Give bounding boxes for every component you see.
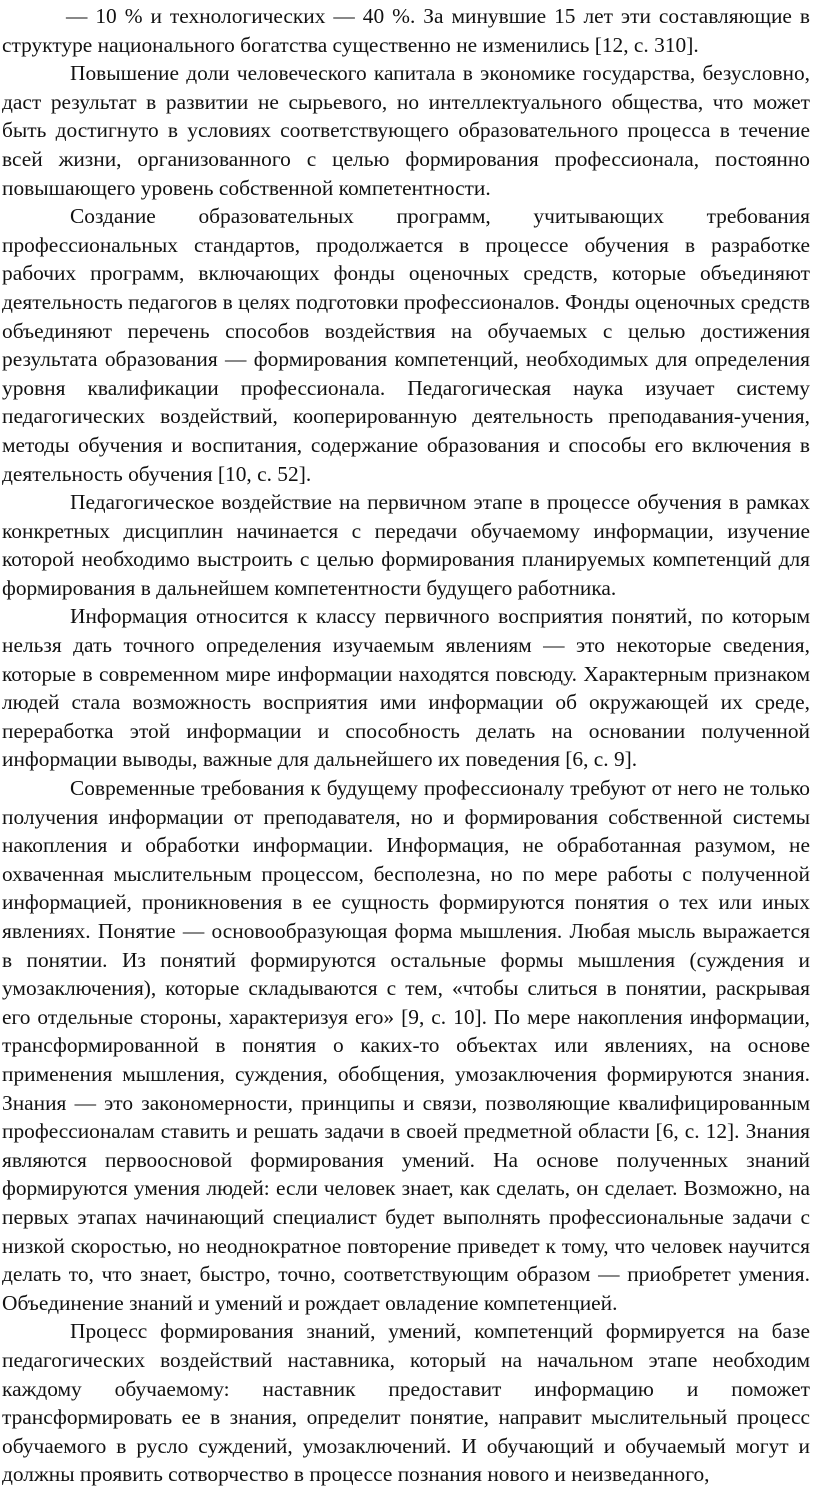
paragraph-pedagogical-impact: Педагогическое воздействие на первичном этапе в процессе обучения в рамках конкретных дисциплин начинается с передачи обучаемому информации, изучение которой необходимо выстроить с целью формирования планируемых компетенций для формирования в дальнейшем компетентности будущего работника. xyxy=(2,490,810,600)
paragraph-educational-programs: Создание образовательных программ, учитывающих требования профессиональных стандартов, продолжается в процессе обучения в разработке рабочих программ, включающих фонды оценочных средств, которые объединяют деятельность педагогов в целях подготовки профессионалов. Фонды оценочных средств объединяют перечень способов воздействия на обучаемых с целью достижения результата образования — формирования компетенций, необходимых для определения уровня квалификации профессионала. Педагогическая наука изучает систему педагогических воздействий, кооперированную деятельность преподавания-учения, методы обучения и воспитания, содержание образования и способы его включения в деятельность обучения [10, с. 52]. xyxy=(2,204,810,486)
paragraph-continuation: — 10 % и технологических — 40 %. За минувшие 15 лет эти составляющие в структуре национального богатства существенно не изменились [12, с. 310]. xyxy=(2,4,810,57)
paragraph-mentor-process: Процесс формирования знаний, умений, компетенций формируется на базе педагогических воздействий наставника, который на начальном этапе необходим каждому обучаемому: наставник предоставит информацию и поможет трансформировать ее в знания, определит понятие, направит мыслительный процесс обучаемого в русло суждений, умозаключений. И обучающий и обучаемый могут и должны проявить сотворчество в процессе познания нового и неизведанного, xyxy=(2,1319,810,1487)
paragraph-information: Информация относится к классу первичного восприятия понятий, по которым нельзя дать точного определения изучаемым явлениям — это некоторые сведения, которые в современном мире информации находятся повсюду. Характерным признаком людей стала возможность восприятия ими информации об окружающей их среде, переработка этой информации и способность делать на основании полученной информации выводы, важные для дальнейшего их поведения [6, с. 9]. xyxy=(2,604,810,772)
paragraph-modern-requirements: Современные требования к будущему профессионалу требуют от него не только получения информации от преподавателя, но и формирования собственной системы накопления и обработки информации. Информация, не обработанная разумом, не охваченная мыслительным процессом, бесполезна, но по мере работы с полученной информацией, проникновения в ее сущность формируются понятия о тех или иных явлениях. Понятие — основообразующая форма мышления. Любая мысль выражается в понятии. Из понятий формируются остальные формы мышления (суждения и умозаключения), которые складываются с тем, «чтобы слиться в понятии, раскрывая его отдельные стороны, характеризуя его» [9, с. 10]. По мере накопления информации, трансформированной в понятия о каких-то объектах или явлениях, на основе применения мышления, суждения, обобщения, умозаключения формируются знания. Знания — это закономерности, принципы и связи, позволяющие квалифицированным профессионалам ставить и решать задачи в своей предметной области [6, с. 12]. Знания являются первоосновой формирования умений. На основе полученных знаний формируются умения людей: если человек знает, как сделать, он сделает. Возможно, на первых этапах начинающий специалист будет выполнять профессиональные задачи с низкой скоростью, но неоднократное повторение приведет к тому, что человек научится делать то, что знает, быстро, точно, соответствующим образом — приобретет умения. Объединение знаний и умений и рождает овладение компетенцией. xyxy=(2,776,810,1315)
paragraph-human-capital: Повышение доли человеческого капитала в экономике государства, безусловно, даст результат в развитии не сырьевого, но интеллектуального общества, что может быть достигнуто в условиях соответствующего образовательного процесса в течение всей жизни, организованного с целью формирования профессионала, постоянно повышающего уровень собственной компетентности. xyxy=(2,61,810,200)
